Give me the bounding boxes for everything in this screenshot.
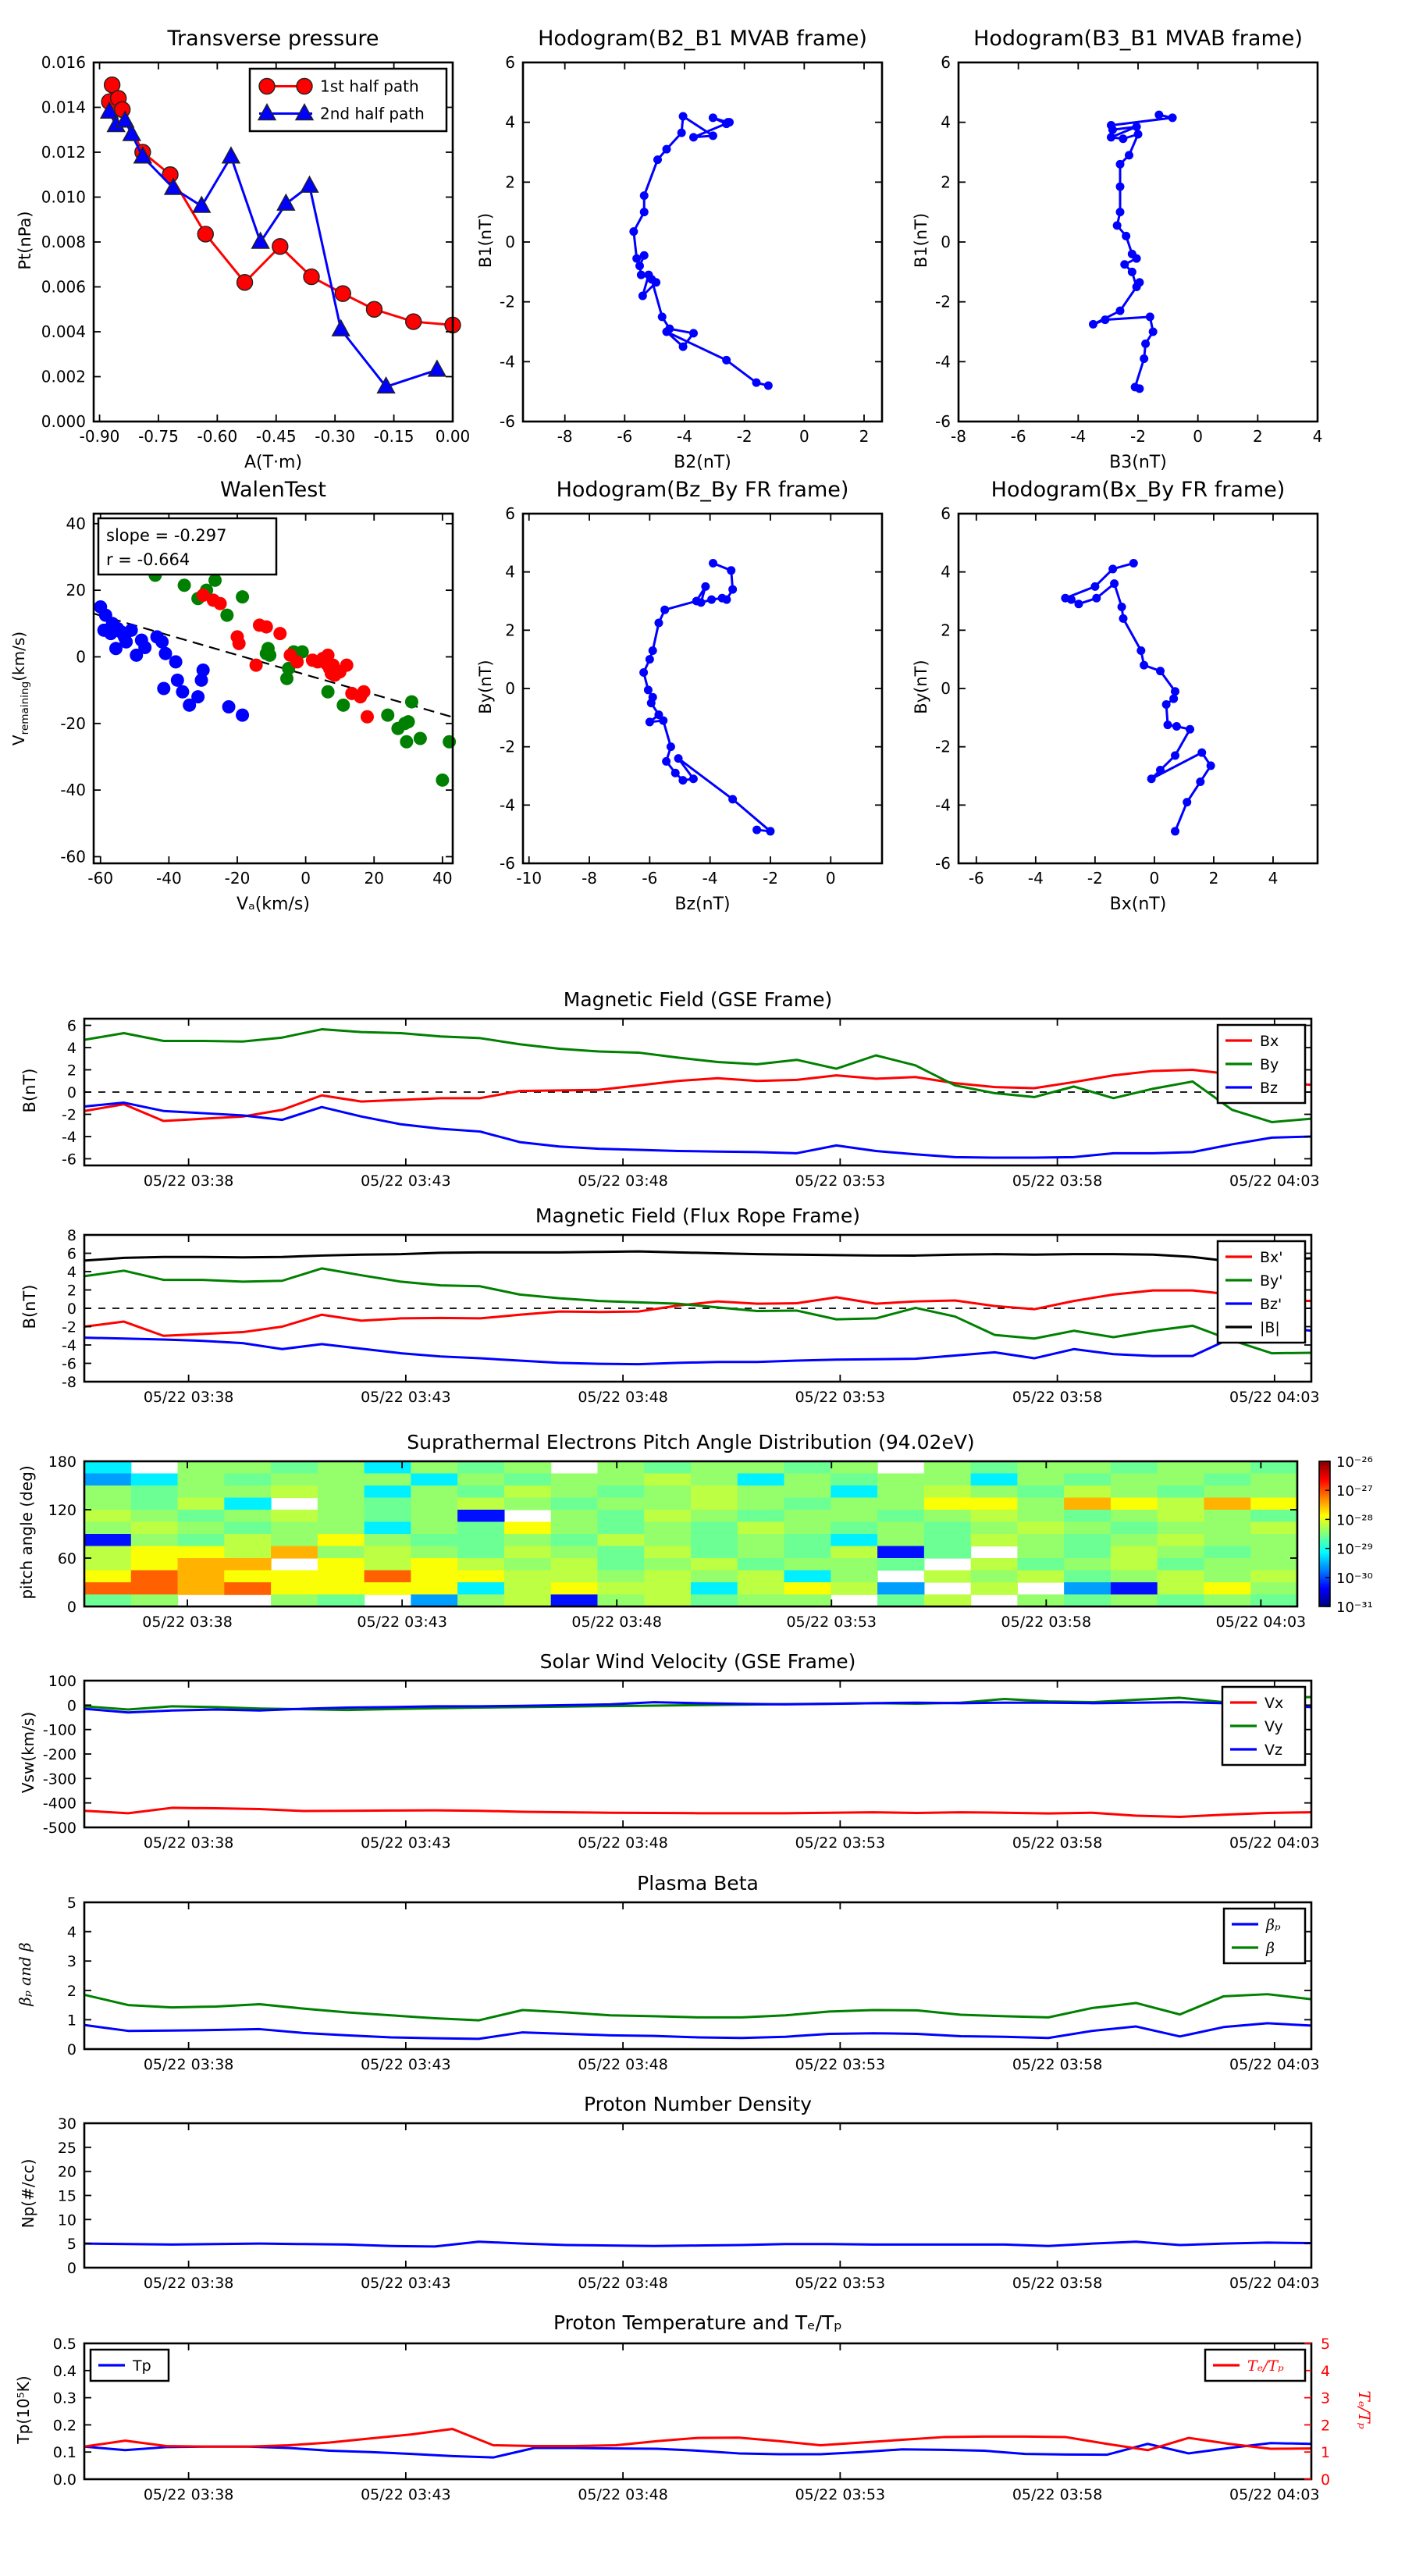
- svg-text:-0.90: -0.90: [79, 427, 120, 446]
- panel-title-b-gse: Magnetic Field (GSE Frame): [563, 988, 833, 1011]
- svg-text:30: 30: [57, 2115, 76, 2133]
- svg-text:05/22 03:43: 05/22 03:43: [361, 1389, 451, 1406]
- ylabel-b-gse: B(nT): [20, 1068, 39, 1113]
- svg-text:05/22 04:03: 05/22 04:03: [1229, 1389, 1320, 1406]
- svg-text:Bz: Bz: [1260, 1080, 1279, 1097]
- pitch-angle-heatmap-plot: [48, 1453, 1373, 1631]
- svg-text:05/22 03:48: 05/22 03:48: [578, 2486, 668, 2503]
- svg-text:2: 2: [505, 621, 515, 640]
- hodogram-b3-b1-plot: [935, 53, 1322, 446]
- xlabel-hodogram-b3: B3(nT): [1109, 453, 1167, 472]
- svg-text:-6: -6: [500, 854, 515, 873]
- solar-wind-velocity-plot: [43, 1673, 1320, 1852]
- svg-text:0: 0: [66, 1599, 76, 1616]
- svg-text:4: 4: [505, 112, 515, 132]
- svg-text:10: 10: [57, 2211, 76, 2229]
- svg-text:-10: -10: [516, 869, 542, 888]
- ylabel-transverse-pressure: Pt(nPa): [16, 211, 34, 270]
- svg-text:-8: -8: [582, 869, 598, 888]
- svg-text:-4: -4: [935, 352, 951, 372]
- svg-text:0.5: 0.5: [52, 2336, 76, 2353]
- svg-text:Vx: Vx: [1264, 1695, 1284, 1712]
- svg-text:20: 20: [66, 581, 86, 600]
- panel-title-hodogram-bz-by: Hodogram(Bz_By FR frame): [556, 478, 849, 502]
- ylabel-hodogram-b3: B1(nT): [912, 212, 930, 269]
- svg-text:2: 2: [66, 1982, 76, 2000]
- svg-text:5: 5: [1321, 2336, 1331, 2353]
- svg-text:-4: -4: [62, 1337, 76, 1354]
- svg-text:-2: -2: [1130, 427, 1146, 446]
- svg-text:|B|: |B|: [1260, 1319, 1280, 1336]
- svg-text:0.016: 0.016: [41, 53, 86, 72]
- panel-title-proton-density: Proton Number Density: [584, 2093, 812, 2115]
- svg-text:6: 6: [505, 53, 515, 72]
- magnetic-field-fr-plot: [62, 1227, 1320, 1406]
- svg-text:0: 0: [1321, 2471, 1331, 2489]
- xlabel-walen-test: Vₐ(km/s): [237, 895, 310, 914]
- panel-title-hodogram-bx-by: Hodogram(Bx_By FR frame): [991, 478, 1286, 502]
- svg-text:0.010: 0.010: [41, 187, 86, 207]
- hodogram-b2-b1-plot: [500, 53, 882, 446]
- svg-text:05/22 04:03: 05/22 04:03: [1229, 2056, 1320, 2073]
- svg-text:0: 0: [66, 1697, 76, 1715]
- ylabel-hodogram-bx: By(nT): [912, 660, 930, 714]
- svg-text:-200: -200: [42, 1746, 76, 1763]
- svg-text:-4: -4: [500, 352, 515, 372]
- svg-text:2: 2: [1321, 2417, 1331, 2435]
- walen-test-plot: [60, 514, 456, 888]
- svg-text:05/22 03:38: 05/22 03:38: [142, 1614, 233, 1631]
- svg-text:Vy: Vy: [1264, 1718, 1283, 1735]
- svg-text:20: 20: [364, 869, 384, 888]
- svg-text:2: 2: [941, 173, 951, 192]
- svg-text:0: 0: [76, 647, 86, 667]
- xlabel-hodogram-b2: B2(nT): [674, 453, 731, 472]
- svg-text:-20: -20: [224, 869, 251, 888]
- svg-text:-2: -2: [62, 1318, 76, 1336]
- svg-text:05/22 03:38: 05/22 03:38: [143, 2056, 234, 2073]
- svg-text:1: 1: [66, 2012, 76, 2030]
- svg-text:-6: -6: [968, 869, 984, 888]
- svg-text:Vz: Vz: [1264, 1742, 1282, 1759]
- svg-text:05/22 03:48: 05/22 03:48: [578, 2056, 668, 2073]
- ylabel-walen-test: [9, 571, 31, 806]
- ylabel-hodogram-b2: B1(nT): [476, 212, 495, 269]
- svg-text:05/22 04:03: 05/22 04:03: [1215, 1614, 1307, 1631]
- ylabel-pitch-angle: pitch angle (deg): [17, 1465, 36, 1599]
- svg-text:0: 0: [505, 679, 515, 698]
- svg-text:05/22 03:58: 05/22 03:58: [1012, 1834, 1103, 1852]
- svg-text:Bz': Bz': [1260, 1296, 1282, 1313]
- svg-text:βₚ: βₚ: [1266, 1916, 1281, 1934]
- panel-title-plasma-beta: Plasma Beta: [637, 1872, 759, 1895]
- svg-text:05/22 03:38: 05/22 03:38: [143, 2486, 234, 2503]
- svg-text:05/22 03:48: 05/22 03:48: [578, 1172, 668, 1190]
- panel-title-hodogram-b3-b1: Hodogram(B3_B1 MVAB frame): [973, 27, 1303, 51]
- svg-text:2nd half path: 2nd half path: [320, 104, 425, 123]
- svg-text:05/22 03:58: 05/22 03:58: [1001, 1614, 1092, 1631]
- svg-text:-4: -4: [500, 795, 515, 815]
- svg-text:-40: -40: [156, 869, 182, 888]
- svg-text:4: 4: [941, 562, 951, 582]
- svg-text:10⁻²⁷: 10⁻²⁷: [1336, 1483, 1373, 1500]
- svg-text:0.3: 0.3: [52, 2389, 76, 2407]
- svg-text:-100: -100: [42, 1721, 76, 1739]
- ylabel-proton-density: Np(#/cc): [19, 2158, 37, 2229]
- svg-text:0.0: 0.0: [52, 2471, 76, 2489]
- panel-title-walen-test: WalenTest: [220, 478, 326, 502]
- svg-text:2: 2: [1252, 427, 1263, 446]
- ylabel-walen-sub: remaining: [19, 681, 31, 735]
- svg-text:4: 4: [1321, 2362, 1331, 2380]
- svg-text:05/22 04:03: 05/22 04:03: [1229, 2275, 1320, 2292]
- svg-text:4: 4: [941, 112, 951, 132]
- ylabel-hodogram-bz: By(nT): [476, 660, 495, 714]
- panel-title-transverse-pressure: Transverse pressure: [167, 27, 379, 51]
- xlabel-hodogram-bx: Bx(nT): [1109, 895, 1167, 914]
- svg-text:-4: -4: [62, 1128, 76, 1146]
- svg-text:slope = -0.297: slope = -0.297: [106, 526, 227, 545]
- svg-text:05/22 03:58: 05/22 03:58: [1012, 2486, 1103, 2503]
- svg-text:05/22 03:53: 05/22 03:53: [795, 1834, 886, 1852]
- svg-text:2: 2: [941, 621, 951, 640]
- svg-text:05/22 03:38: 05/22 03:38: [143, 2275, 234, 2292]
- svg-text:05/22 03:43: 05/22 03:43: [361, 1834, 451, 1852]
- svg-text:6: 6: [505, 504, 515, 523]
- svg-text:-4: -4: [1027, 869, 1044, 888]
- svg-text:-6: -6: [1010, 427, 1026, 446]
- panel-title-vsw: Solar Wind Velocity (GSE Frame): [539, 1650, 856, 1673]
- svg-text:Bx: Bx: [1260, 1033, 1279, 1050]
- svg-text:-4: -4: [677, 427, 692, 446]
- svg-text:-40: -40: [60, 781, 86, 800]
- svg-text:-8: -8: [62, 1374, 76, 1391]
- svg-text:10⁻³¹: 10⁻³¹: [1336, 1599, 1373, 1616]
- svg-text:0.1: 0.1: [52, 2444, 76, 2462]
- hodogram-bx-by-plot: [935, 504, 1318, 888]
- svg-text:-2: -2: [1087, 869, 1103, 888]
- svg-text:-2: -2: [935, 292, 951, 311]
- svg-text:60: 60: [57, 1550, 76, 1567]
- panel-title-pitch-angle: Suprathermal Electrons Pitch Angle Distribution (94.02eV): [407, 1431, 975, 1453]
- svg-text:0.004: 0.004: [41, 322, 86, 341]
- svg-text:-6: -6: [62, 1355, 76, 1373]
- xlabel-transverse-pressure: A(T·m): [244, 453, 303, 472]
- svg-text:-2: -2: [762, 869, 778, 888]
- svg-text:05/22 03:48: 05/22 03:48: [578, 1389, 668, 1406]
- svg-text:-0.30: -0.30: [315, 427, 356, 446]
- svg-text:-500: -500: [42, 1820, 76, 1837]
- ylabel-proton-temp: Tp(10⁵K): [14, 2375, 33, 2444]
- svg-text:180: 180: [48, 1453, 76, 1471]
- svg-text:05/22 03:38: 05/22 03:38: [143, 1834, 234, 1852]
- ylabel-walen-post: (km/s): [9, 631, 28, 681]
- plasma-beta-plot: [67, 1895, 1320, 2073]
- svg-text:0.012: 0.012: [41, 143, 86, 162]
- svg-text:10⁻²⁹: 10⁻²⁹: [1336, 1541, 1373, 1558]
- svg-text:0: 0: [505, 233, 515, 251]
- xlabel-hodogram-bz: Bz(nT): [674, 895, 731, 914]
- panel-title-hodogram-b2-b1: Hodogram(B2_B1 MVAB frame): [538, 27, 867, 51]
- svg-text:Tp: Tp: [133, 2357, 151, 2375]
- svg-text:4: 4: [505, 562, 515, 582]
- svg-text:4: 4: [66, 1040, 76, 1058]
- svg-text:1: 1: [1321, 2444, 1331, 2462]
- svg-text:05/22 03:58: 05/22 03:58: [1012, 2275, 1103, 2292]
- svg-text:-2: -2: [500, 737, 515, 756]
- svg-text:0: 0: [941, 679, 951, 698]
- svg-text:20: 20: [57, 2163, 76, 2181]
- svg-text:05/22 03:43: 05/22 03:43: [361, 1172, 451, 1190]
- svg-text:By': By': [1260, 1272, 1283, 1290]
- ylabel-te-tp-right: Tₑ/Tₚ: [1355, 2390, 1374, 2429]
- svg-text:120: 120: [48, 1502, 76, 1519]
- svg-text:0.4: 0.4: [52, 2362, 76, 2380]
- svg-text:05/22 03:58: 05/22 03:58: [1012, 1172, 1103, 1190]
- svg-text:-6: -6: [62, 1151, 76, 1169]
- svg-text:4: 4: [1312, 427, 1323, 446]
- svg-text:05/22 03:53: 05/22 03:53: [795, 1389, 886, 1406]
- svg-text:-60: -60: [60, 847, 86, 866]
- svg-text:-4: -4: [935, 795, 951, 815]
- svg-text:05/22 03:38: 05/22 03:38: [143, 1389, 234, 1406]
- svg-text:05/22 04:03: 05/22 04:03: [1229, 2486, 1320, 2503]
- panel-title-b-fr: Magnetic Field (Flux Rope Frame): [535, 1204, 861, 1227]
- svg-text:4: 4: [1268, 869, 1279, 888]
- svg-text:Bx': Bx': [1260, 1249, 1283, 1266]
- svg-text:1st half path: 1st half path: [320, 76, 419, 96]
- svg-text:10⁻³⁰: 10⁻³⁰: [1336, 1570, 1373, 1587]
- svg-text:0: 0: [799, 427, 809, 446]
- svg-text:6: 6: [66, 1017, 76, 1035]
- svg-text:Tₑ/Tₚ: Tₑ/Tₚ: [1247, 2357, 1284, 2375]
- svg-text:40: 40: [432, 869, 453, 888]
- svg-text:r = -0.664: r = -0.664: [106, 550, 190, 569]
- svg-text:-4: -4: [702, 869, 718, 888]
- svg-text:-8: -8: [557, 427, 573, 446]
- ylabel-b-fr: B(nT): [20, 1284, 39, 1329]
- svg-text:-2: -2: [736, 427, 752, 446]
- svg-text:0: 0: [1193, 427, 1204, 446]
- svg-text:-6: -6: [935, 854, 951, 873]
- svg-text:05/22 03:43: 05/22 03:43: [357, 1614, 447, 1631]
- svg-text:4: 4: [66, 1923, 76, 1941]
- panel-title-proton-temp: Proton Temperature and Tₑ/Tₚ: [553, 2311, 842, 2334]
- svg-text:2: 2: [66, 1282, 76, 1300]
- svg-text:0: 0: [66, 2041, 76, 2058]
- svg-text:05/22 03:43: 05/22 03:43: [361, 2486, 451, 2503]
- svg-text:05/22 03:48: 05/22 03:48: [578, 1834, 668, 1852]
- svg-text:0: 0: [825, 869, 836, 888]
- svg-text:-0.15: -0.15: [373, 427, 414, 446]
- svg-text:By: By: [1260, 1056, 1279, 1073]
- svg-text:0.002: 0.002: [41, 367, 86, 386]
- svg-text:6: 6: [66, 1245, 76, 1263]
- svg-text:3: 3: [66, 1953, 76, 1971]
- svg-text:0.00: 0.00: [435, 427, 471, 446]
- svg-text:40: 40: [66, 514, 86, 533]
- svg-text:05/22 03:53: 05/22 03:53: [795, 1172, 886, 1190]
- svg-text:-400: -400: [42, 1795, 76, 1813]
- svg-text:-2: -2: [62, 1106, 76, 1124]
- svg-text:0: 0: [941, 233, 951, 251]
- svg-text:05/22 03:58: 05/22 03:58: [1012, 1389, 1103, 1406]
- svg-text:6: 6: [941, 53, 951, 72]
- svg-text:05/22 03:48: 05/22 03:48: [578, 2275, 668, 2292]
- svg-text:2: 2: [505, 173, 515, 192]
- proton-temperature-plot: [53, 2336, 1330, 2503]
- hodogram-bz-by-plot: [500, 504, 882, 888]
- ylabel-walen-pre: V: [9, 735, 28, 746]
- svg-text:0.006: 0.006: [41, 277, 86, 297]
- svg-text:β: β: [1266, 1940, 1275, 1957]
- svg-text:0: 0: [66, 1084, 76, 1101]
- svg-text:-6: -6: [642, 869, 658, 888]
- svg-text:0.000: 0.000: [41, 412, 86, 431]
- svg-text:10⁻²⁸: 10⁻²⁸: [1336, 1512, 1373, 1529]
- svg-text:-2: -2: [935, 737, 951, 756]
- svg-text:6: 6: [941, 504, 951, 523]
- svg-text:5: 5: [66, 2236, 76, 2254]
- ylabel-plasma-beta: βₚ and β: [16, 1942, 34, 2006]
- svg-text:05/22 03:53: 05/22 03:53: [795, 2486, 886, 2503]
- svg-text:3: 3: [1321, 2389, 1331, 2407]
- svg-text:15: 15: [57, 2187, 76, 2205]
- svg-text:05/22 03:53: 05/22 03:53: [786, 1614, 877, 1631]
- svg-text:0.2: 0.2: [52, 2417, 76, 2435]
- svg-text:-300: -300: [42, 1770, 76, 1788]
- svg-text:-0.60: -0.60: [197, 427, 238, 446]
- svg-text:8: 8: [66, 1227, 76, 1244]
- svg-text:0: 0: [1149, 869, 1160, 888]
- svg-text:100: 100: [48, 1673, 76, 1690]
- svg-text:05/22 03:53: 05/22 03:53: [795, 2056, 886, 2073]
- svg-text:05/22 04:03: 05/22 04:03: [1229, 1834, 1320, 1852]
- svg-text:05/22 03:43: 05/22 03:43: [361, 2056, 451, 2073]
- svg-text:0.014: 0.014: [41, 98, 86, 117]
- svg-text:10⁻²⁶: 10⁻²⁶: [1336, 1454, 1373, 1471]
- svg-text:05/22 03:53: 05/22 03:53: [795, 2275, 886, 2292]
- svg-text:5: 5: [66, 1895, 76, 1912]
- svg-text:-20: -20: [60, 713, 86, 733]
- svg-text:-60: -60: [87, 869, 114, 888]
- svg-text:0: 0: [66, 2260, 76, 2277]
- svg-text:05/22 03:43: 05/22 03:43: [361, 2275, 451, 2292]
- svg-text:-2: -2: [500, 292, 515, 311]
- ylabel-vsw: Vsw(km/s): [19, 1711, 37, 1794]
- svg-text:-6: -6: [935, 412, 951, 431]
- svg-text:-6: -6: [617, 427, 633, 446]
- svg-text:-4: -4: [1070, 427, 1087, 446]
- svg-text:-8: -8: [951, 427, 966, 446]
- magnetic-field-gse-plot: [62, 1018, 1320, 1190]
- svg-text:05/22 03:58: 05/22 03:58: [1012, 2056, 1103, 2073]
- svg-text:-6: -6: [500, 412, 515, 431]
- svg-text:2: 2: [1208, 869, 1219, 888]
- svg-text:-0.45: -0.45: [255, 427, 297, 446]
- svg-text:0.008: 0.008: [41, 233, 86, 251]
- svg-text:-0.75: -0.75: [138, 427, 179, 446]
- transverse-pressure-plot: [41, 53, 471, 446]
- proton-density-plot: [58, 2115, 1320, 2292]
- svg-text:25: 25: [57, 2139, 76, 2157]
- svg-text:05/22 03:48: 05/22 03:48: [571, 1614, 662, 1631]
- svg-text:2: 2: [66, 1062, 76, 1080]
- svg-text:0: 0: [301, 869, 311, 888]
- svg-text:0: 0: [66, 1300, 76, 1318]
- svg-text:05/22 03:38: 05/22 03:38: [143, 1172, 234, 1190]
- svg-text:4: 4: [66, 1264, 76, 1281]
- svg-text:05/22 04:03: 05/22 04:03: [1229, 1172, 1320, 1190]
- svg-text:2: 2: [859, 427, 870, 446]
